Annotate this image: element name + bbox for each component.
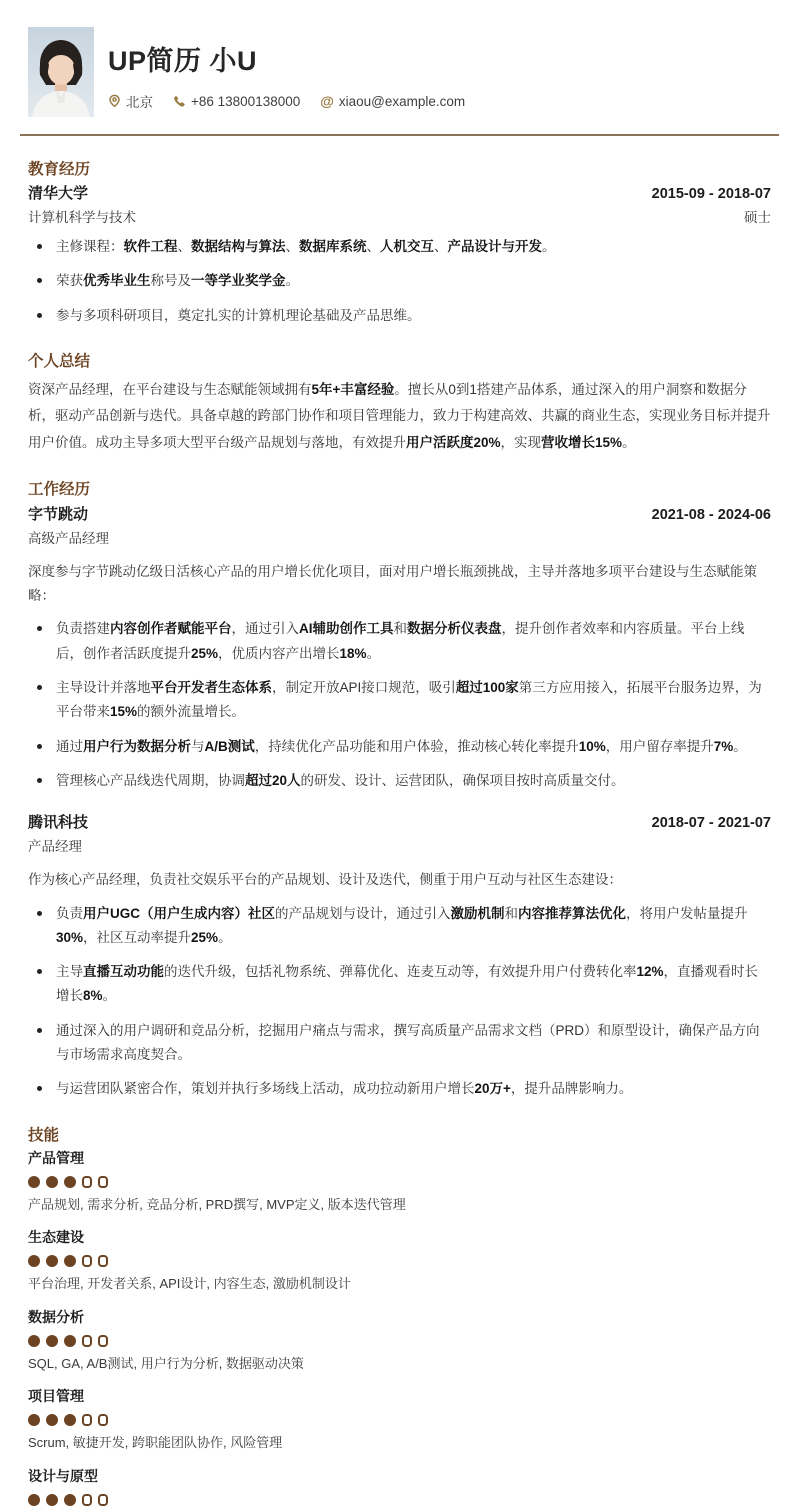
header-info: [108, 27, 465, 117]
section-education: [20, 157, 779, 328]
contact-phone: [173, 94, 300, 109]
skill-list: [28, 1148, 771, 1507]
skill-entry: [28, 1386, 771, 1453]
profile-photo-illustration: [28, 27, 94, 117]
highlighted-text: 软件工程: [123, 239, 178, 254]
job-head-row: [28, 811, 771, 832]
highlighted-text: AI辅助创作工具: [299, 621, 394, 637]
skill-name: 数据分析: [28, 1308, 84, 1325]
skills-title: 技能: [28, 1126, 60, 1144]
highlighted-text: 18%: [339, 645, 367, 661]
job-head-row: [28, 503, 771, 524]
skill-entry: [28, 1307, 771, 1374]
bullet-item: 主修课程：软件工程、数据结构与算法、数据库系统、人机交互、产品设计与开发。: [28, 235, 771, 259]
rating-dot-filled: [28, 1494, 40, 1506]
job-intro: 深度参与字节跳动亿级日活核心产品的用户增长优化项目，面对用户增长瓶颈挑战，主导并落地多项平台建设与生态赋能策略：: [28, 563, 757, 604]
work-title: 工作经历: [28, 480, 91, 498]
highlighted-text: 产品设计与开发: [447, 239, 542, 254]
highlighted-text: 用户行为数据分析: [83, 738, 191, 754]
rating-dot-filled: [46, 1255, 58, 1267]
resume-header: [20, 27, 779, 117]
rating-dot-filled: [64, 1494, 76, 1506]
major-name: 计算机科学与技术: [28, 210, 136, 225]
job-role: 高级产品经理: [28, 530, 109, 546]
highlighted-text: 10%: [578, 738, 606, 754]
education-sub-row: [28, 206, 771, 226]
skill-name: 生态建设: [28, 1229, 84, 1246]
skill-name: 产品管理: [28, 1149, 84, 1166]
job-bullets: [28, 617, 771, 793]
highlighted-text: 数据结构与算法: [191, 239, 286, 254]
bullet-item: 与运营团队紧密合作，策划并执行多场线上活动，成功拉动新用户增长20万+，提升品牌影响力。: [28, 1077, 771, 1101]
highlighted-text: A/B测试: [204, 738, 255, 754]
rating-dot-filled: [28, 1176, 40, 1188]
rating-dot-empty: [98, 1176, 108, 1188]
rating-dot-empty: [82, 1176, 92, 1188]
skill-rating: [28, 1334, 771, 1348]
phone-icon: [173, 95, 186, 108]
highlighted-text: 25%: [191, 929, 219, 945]
profile-photo: [28, 27, 94, 117]
section-summary: [20, 349, 779, 456]
email-text: xiaou@example.com: [338, 93, 466, 109]
candidate-name: UP简历 小U: [108, 46, 258, 76]
summary-text: 资深产品经理，在平台建设与生态赋能领域拥有5年+丰富经验。擅长从0到1搭建产品体系，通过深入的用户洞察和数据分析，驱动产品创新与迭代。具备卓越的跨部门协作和项目管理能力，致力于构建高效、共赢的商业生态，实现业务目标并提升用户价值。成功主导多项大型平台级产品规划与落地，有效提升用户活跃度20%，实现营收增长15%。: [28, 381, 771, 450]
highlighted-text: 人机交互: [380, 239, 434, 254]
rating-dot-filled: [46, 1494, 58, 1506]
skill-rating: [28, 1175, 771, 1189]
bullet-item: 通过用户行为数据分析与A/B测试，持续优化产品功能和用户体验，推动核心转化率提升10%，用户留存率提升7%。: [28, 735, 771, 759]
skill-name: 设计与原型: [28, 1467, 98, 1484]
highlighted-text: 20万+: [474, 1081, 511, 1097]
highlighted-text: 营收增长15%: [541, 434, 623, 450]
education-date: 2015-09 - 2018-07: [651, 186, 771, 202]
location-text: 北京: [126, 95, 153, 110]
highlighted-text: 用户UGC（用户生成内容）社区: [83, 905, 275, 921]
rating-dot-filled: [46, 1414, 58, 1426]
rating-dot-filled: [64, 1176, 76, 1188]
highlighted-text: 30%: [56, 929, 84, 945]
section-skills: [20, 1123, 779, 1507]
rating-dot-empty: [98, 1335, 108, 1347]
bullet-item: 管理核心产品线迭代周期，协调超过20人的研发、设计、运营团队，确保项目按时高质量交付。: [28, 769, 771, 793]
rating-dot-empty: [98, 1255, 108, 1267]
skill-entry: [28, 1148, 771, 1215]
bullet-item: 参与多项科研项目，奠定扎实的计算机理论基础及产品思维。: [28, 304, 771, 328]
job-entry: [28, 811, 771, 1101]
degree-name: 硕士: [744, 210, 771, 225]
highlighted-text: 12%: [636, 964, 664, 980]
rating-dot-filled: [28, 1335, 40, 1347]
rating-dot-filled: [64, 1414, 76, 1426]
rating-dot-empty: [98, 1494, 108, 1506]
rating-dot-filled: [64, 1335, 76, 1347]
highlighted-text: 用户活跃度20%: [406, 434, 501, 450]
bullet-item: 荣获优秀毕业生称号及一等学业奖学金。: [28, 269, 771, 293]
highlighted-text: 7%: [713, 738, 734, 754]
job-role: 产品经理: [28, 839, 82, 855]
highlighted-text: 5年+丰富经验: [311, 381, 395, 397]
skill-entry: [28, 1466, 771, 1507]
rating-dot-filled: [28, 1255, 40, 1267]
highlighted-text: 内容创作者赋能平台: [110, 621, 232, 637]
header-divider: [20, 134, 779, 136]
highlighted-text: 优秀毕业生: [83, 273, 151, 289]
contact-email: [320, 94, 465, 109]
rating-dot-filled: [46, 1176, 58, 1188]
rating-dot-empty: [82, 1255, 92, 1267]
rating-dot-empty: [82, 1335, 92, 1347]
skill-rating: [28, 1493, 771, 1507]
education-head-row: [28, 182, 771, 203]
highlighted-text: 数据库系统: [299, 239, 367, 254]
rating-dot-filled: [64, 1255, 76, 1267]
location-pin-icon: [108, 94, 121, 108]
summary-title: 个人总结: [28, 352, 91, 370]
phone-text: +86 13800138000: [191, 93, 301, 109]
at-sign-icon: @: [320, 93, 334, 109]
highlighted-text: 8%: [83, 988, 103, 1004]
rating-dot-empty: [82, 1494, 92, 1506]
job-date: 2018-07 - 2021-07: [651, 815, 771, 832]
bullet-item: 通过深入的用户调研和竞品分析，挖掘用户痛点与需求，撰写高质量产品需求文档（PRD）和原型设计，确保产品方向与市场需求高度契合。: [28, 1019, 771, 1068]
skill-desc: Scrum, 敏捷开发, 跨职能团队协作, 风险管理: [28, 1435, 283, 1451]
skill-rating: [28, 1254, 771, 1268]
rating-dot-filled: [28, 1414, 40, 1426]
section-work: [20, 477, 779, 1102]
education-title: 教育经历: [28, 161, 91, 178]
bullet-item: 负责搭建内容创作者赋能平台，通过引入AI辅助创作工具和数据分析仪表盘，提升创作者效率和内容质量。平台上线后，创作者活跃度提升25%，优质内容产出增长18%。: [28, 617, 771, 666]
rating-dot-empty: [82, 1414, 92, 1426]
job-list: [28, 503, 771, 1102]
skill-rating: [28, 1413, 771, 1427]
job-bullets: [28, 902, 771, 1102]
company-name: 字节跳动: [28, 505, 89, 523]
highlighted-text: 25%: [191, 645, 219, 661]
skill-desc: SQL, GA, A/B测试, 用户行为分析, 数据驱动决策: [28, 1355, 304, 1371]
highlighted-text: 内容推荐算法优化: [518, 905, 626, 921]
bullet-item: 负责用户UGC（用户生成内容）社区的产品规划与设计，通过引入激励机制和内容推荐算法优化，将用户发帖量提升30%，社区互动率提升25%。: [28, 902, 771, 951]
rating-dot-filled: [46, 1335, 58, 1347]
job-date: 2021-08 - 2024-06: [651, 506, 771, 523]
skill-name: 项目管理: [28, 1388, 84, 1405]
contact-location: [108, 91, 153, 111]
job-entry: [28, 503, 771, 793]
highlighted-text: 超过100家: [455, 680, 519, 696]
job-intro: 作为核心产品经理，负责社交娱乐平台的产品规划、设计及迭代，侧重于用户互动与社区生态建设：: [28, 872, 622, 888]
highlighted-text: 平台开发者生态体系: [150, 680, 272, 696]
highlighted-text: 数据分析仪表盘: [407, 621, 502, 637]
highlighted-text: 15%: [110, 704, 138, 720]
contact-row: [108, 91, 465, 111]
bullet-item: 主导直播互动功能的迭代升级，包括礼物系统、弹幕优化、连麦互动等，有效提升用户付费转化率12%，直播观看时长增长8%。: [28, 960, 771, 1009]
highlighted-text: 激励机制: [450, 905, 505, 921]
company-name: 腾讯科技: [28, 814, 89, 832]
school-name: 清华大学: [28, 185, 89, 202]
skill-entry: [28, 1227, 771, 1294]
skill-desc: 平台治理, 开发者关系, API设计, 内容生态, 激励机制设计: [28, 1276, 351, 1292]
bullet-item: 主导设计并落地平台开发者生态体系，制定开放API接口规范，吸引超过100家第三方应用接入，拓展平台服务边界，为平台带来15%的额外流量增长。: [28, 676, 771, 725]
rating-dot-empty: [98, 1414, 108, 1426]
skill-desc: 产品规划, 需求分析, 竞品分析, PRD撰写, MVP定义, 版本迭代管理: [28, 1196, 406, 1212]
highlighted-text: 超过20人: [245, 772, 301, 788]
highlighted-text: 一等学业奖学金: [191, 273, 286, 289]
education-bullets: [28, 235, 771, 328]
highlighted-text: 直播互动功能: [83, 964, 164, 980]
